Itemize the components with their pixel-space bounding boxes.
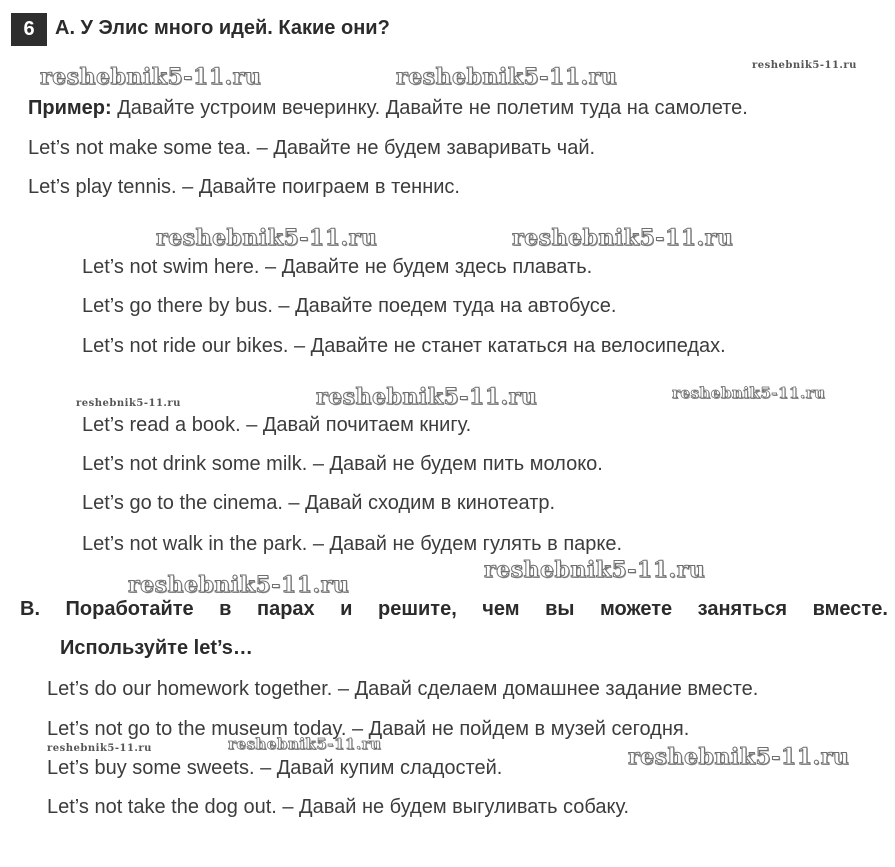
watermark: reshebnik5-11.ru <box>512 225 734 251</box>
part-b-word: вместе. <box>812 598 888 620</box>
answer-line: Let’s go there by bus. – Давайте поедем туда на автобусе. <box>82 295 617 317</box>
answer-line: Let’s not ride our bikes. – Давайте не станет кататься на велосипедах. <box>82 335 726 357</box>
part-a-title: A. У Элис много идей. Какие они? <box>55 17 390 39</box>
example-text: Давайте устроим вечеринку. Давайте не полетим туда на самолете. <box>111 97 748 119</box>
watermark: reshebnik5-11.ru <box>752 60 857 71</box>
part-b-title <box>20 598 888 621</box>
answer-line: Let’s do our homework together. – Давай сделаем домашнее задание вместе. <box>47 678 759 700</box>
answer-line: Let’s go to the cinema. – Давай сходим в кинотеатр. <box>82 492 556 514</box>
example-label: Пример: <box>28 97 112 119</box>
answer-line: Let’s buy some sweets. – Давай купим сладостей. <box>47 757 503 779</box>
part-b-word: и <box>340 598 353 620</box>
part-b-word: Поработайте <box>65 598 194 620</box>
answer-line: Let’s not walk in the park. – Давай не будем гулять в парке. <box>82 533 623 555</box>
watermark: reshebnik5-11.ru <box>396 64 618 90</box>
example-line <box>28 97 748 120</box>
watermark: reshebnik5-11.ru <box>672 384 826 402</box>
part-b-word: в <box>219 598 232 620</box>
part-b-word: B. <box>20 598 40 620</box>
watermark: reshebnik5-11.ru <box>156 225 378 251</box>
answer-line: Let’s not go to the museum today. – Давай не пойдем в музей сегодня. <box>47 718 690 740</box>
watermark: reshebnik5-11.ru <box>484 557 706 583</box>
answer-line: Let’s not swim here. – Давайте не будем здесь плавать. <box>82 256 593 278</box>
part-b-word: парах <box>256 598 315 620</box>
answer-line: Let’s not drink some milk. – Давай не будем пить молоко. <box>82 453 603 475</box>
part-b-word: заняться <box>697 598 788 620</box>
watermark: reshebnik5-11.ru <box>628 744 850 770</box>
part-b-word: можете <box>599 598 673 620</box>
watermark: reshebnik5-11.ru <box>316 384 538 410</box>
watermark: reshebnik5-11.ru <box>228 735 382 753</box>
answer-line: Let’s play tennis. – Давайте поиграем в теннис. <box>28 176 460 198</box>
answer-line: Let’s not make some tea. – Давайте не будем заваривать чай. <box>28 137 596 159</box>
part-b-subtitle: Используйте let’s… <box>60 637 253 659</box>
answer-line: Let’s not take the dog out. – Давай не будем выгуливать собаку. <box>47 796 630 818</box>
watermark: reshebnik5-11.ru <box>47 743 152 754</box>
watermark: reshebnik5-11.ru <box>76 398 181 409</box>
watermark: reshebnik5-11.ru <box>40 64 262 90</box>
part-b-word: чем <box>482 598 520 620</box>
task-number-badge: 6 <box>11 13 47 46</box>
part-b-word: вы <box>545 598 575 620</box>
watermark: reshebnik5-11.ru <box>128 572 350 598</box>
part-b-word: решите, <box>377 598 457 620</box>
answer-line: Let’s read a book. – Давай почитаем книгу. <box>82 414 472 436</box>
